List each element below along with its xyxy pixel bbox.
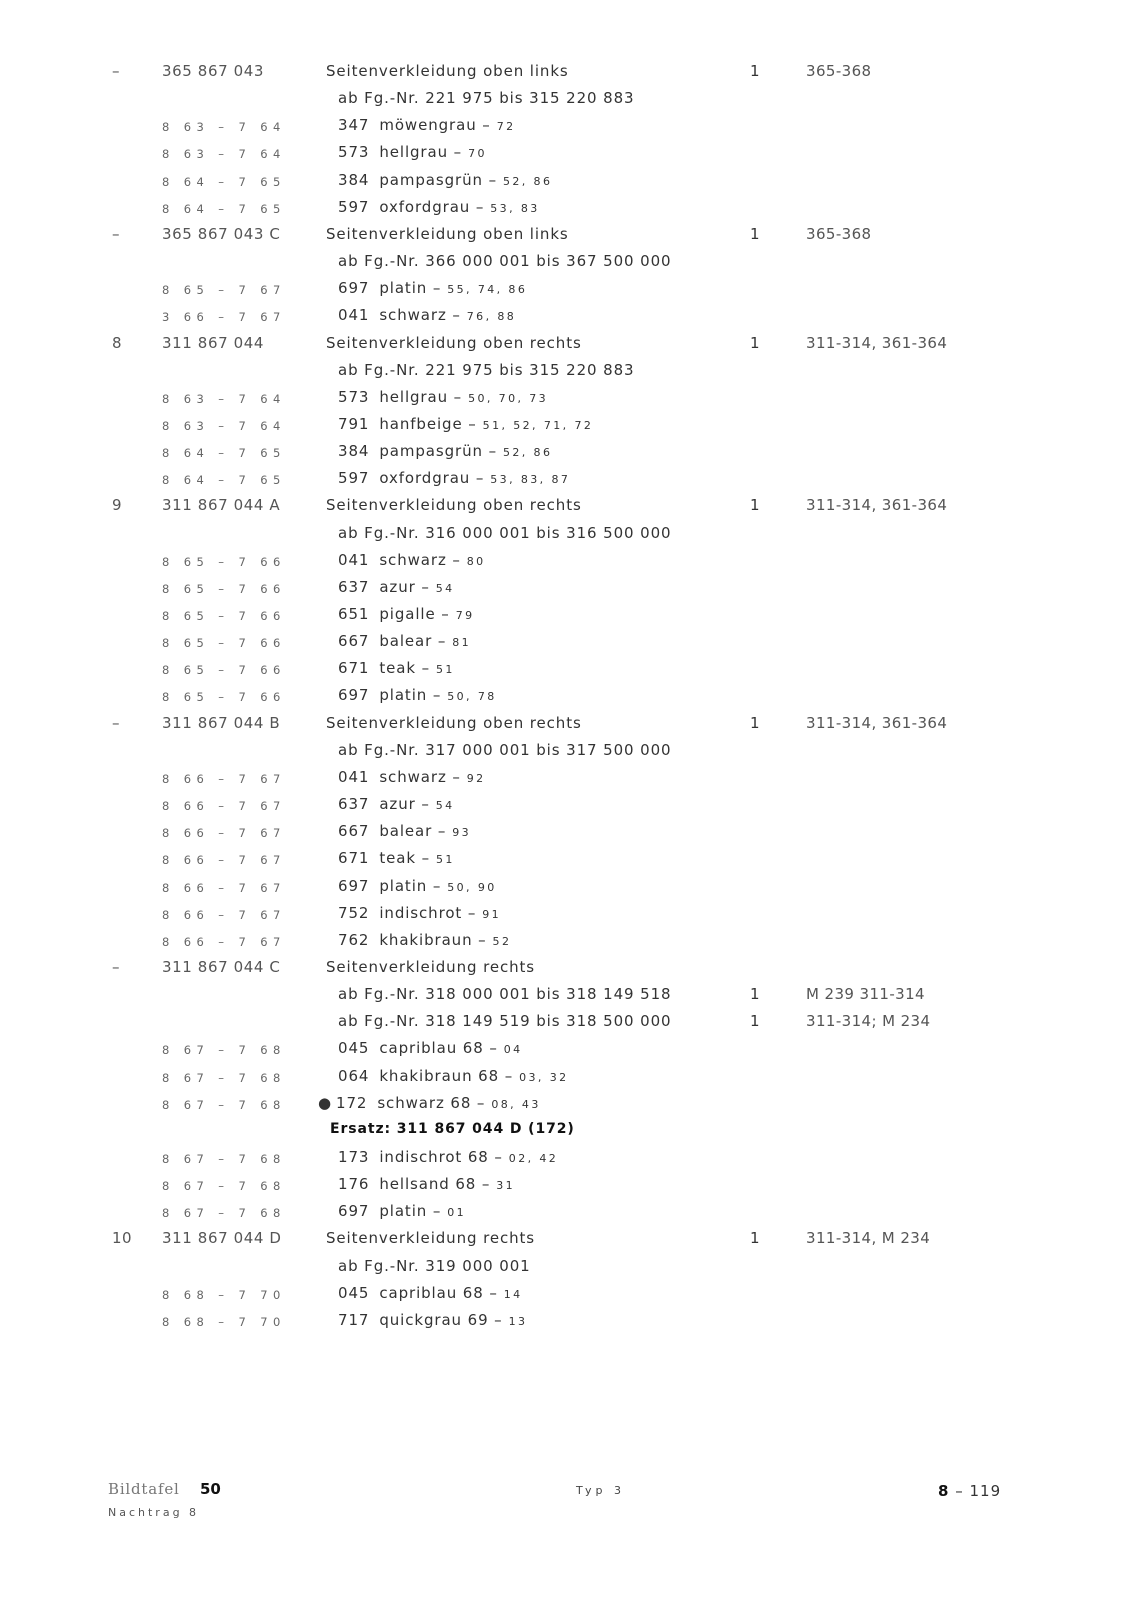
color-name: schwarz – — [379, 767, 461, 786]
list-row — [0, 985, 1136, 1013]
color-code: 697 — [338, 1202, 370, 1221]
list-row — [0, 551, 1136, 579]
list-row — [0, 89, 1136, 117]
list-row — [0, 143, 1136, 171]
model-codes: 52 — [492, 934, 512, 948]
validity-date: 8 65 – 7 66 — [162, 663, 286, 678]
part-description: Seitenverkleidung oben rechts — [326, 713, 582, 732]
model-codes: 01 — [447, 1206, 467, 1220]
color-code: 172 — [336, 1093, 368, 1112]
list-row — [0, 279, 1136, 307]
color-name: teak – — [379, 849, 431, 868]
chassis-range: ab Fg.-Nr. 316 000 001 bis 316 500 000 — [338, 523, 672, 542]
model-codes: 53, 83 — [490, 201, 540, 215]
chassis-range: ab Fg.-Nr. 366 000 001 bis 367 500 000 — [338, 252, 672, 271]
color-code: 671 — [338, 659, 370, 678]
quantity: 1 — [750, 713, 760, 732]
list-row — [0, 795, 1136, 823]
list-row — [0, 1148, 1136, 1176]
color-name: khakibraun – — [379, 930, 487, 949]
list-row — [0, 1094, 1136, 1122]
color-code: 041 — [338, 767, 370, 786]
model-codes: 51, 52, 71, 72 — [482, 418, 594, 432]
color-name: capriblau 68 – — [379, 1039, 498, 1058]
part-number: 365 867 043 C — [162, 224, 281, 243]
list-row — [0, 1311, 1136, 1339]
color-name: indischrot – — [379, 903, 477, 922]
color-name: schwarz – — [379, 306, 461, 325]
color-variant — [338, 659, 455, 677]
model-reference: 311-314, 361-364 — [806, 713, 948, 732]
list-row — [0, 225, 1136, 253]
validity-date: 8 66 – 7 67 — [162, 880, 286, 895]
color-name: schwarz – — [379, 550, 461, 569]
list-row — [0, 632, 1136, 660]
type-label: Typ 3 — [576, 1484, 625, 1497]
validity-date: 8 65 – 7 66 — [162, 690, 286, 705]
color-variant — [338, 822, 471, 840]
model-codes: 52, 86 — [502, 174, 553, 188]
validity-date: 8 63 – 7 64 — [162, 418, 286, 433]
page-suffix: – 119 — [955, 1482, 1002, 1500]
validity-date: 8 65 – 7 66 — [162, 609, 286, 623]
color-code: 173 — [338, 1148, 370, 1166]
validity-date: 8 63 – 7 64 — [162, 391, 286, 406]
model-codes: 50, 90 — [447, 880, 497, 894]
color-name: oxfordgrau – — [379, 469, 485, 488]
page-footer — [0, 1480, 1136, 1540]
color-code: 041 — [338, 306, 370, 325]
color-variant — [338, 171, 552, 189]
list-row — [0, 578, 1136, 606]
color-name: khakibraun 68 – — [379, 1066, 514, 1085]
color-name: hellsand 68 – — [379, 1175, 491, 1194]
model-codes: 04 — [503, 1043, 523, 1057]
part-number: 311 867 044 A — [162, 496, 281, 515]
color-variant — [338, 279, 527, 297]
list-row — [0, 904, 1136, 932]
validity-date: 8 65 – 7 66 — [162, 554, 286, 569]
color-code: 176 — [338, 1175, 370, 1194]
quantity: 1 — [750, 1229, 760, 1248]
list-row — [0, 931, 1136, 959]
list-row — [0, 1175, 1136, 1203]
validity-date: 8 66 – 7 67 — [162, 826, 286, 841]
position-number: 10 — [112, 1229, 133, 1248]
color-code: 384 — [338, 170, 370, 189]
color-variant — [338, 1067, 569, 1085]
model-codes: 91 — [482, 907, 502, 921]
model-codes: 80 — [466, 554, 486, 568]
color-variant — [338, 605, 475, 623]
color-code: 762 — [338, 930, 370, 949]
color-name: hanfbeige – — [379, 414, 477, 433]
color-name: capriblau 68 – — [379, 1283, 498, 1302]
chassis-range: ab Fg.-Nr. 319 000 001 — [338, 1256, 531, 1275]
position-number: 8 — [112, 333, 123, 352]
list-row — [0, 659, 1136, 687]
color-variant — [338, 686, 497, 704]
model-codes: 79 — [455, 609, 475, 622]
page-prefix: 8 — [938, 1482, 950, 1500]
position-number: – — [112, 957, 120, 976]
color-variant — [318, 1094, 541, 1112]
color-name: teak – — [379, 659, 431, 678]
color-code: 791 — [338, 414, 370, 433]
color-code: 671 — [338, 849, 370, 868]
color-variant — [338, 904, 501, 922]
color-code: 384 — [338, 442, 370, 461]
part-number: 311 867 044 D — [162, 1229, 282, 1248]
list-row — [0, 442, 1136, 470]
position-number: – — [112, 713, 120, 732]
color-name: platin – — [379, 686, 442, 705]
list-row — [0, 1012, 1136, 1040]
list-row — [0, 822, 1136, 850]
position-number: 9 — [112, 496, 123, 515]
replacement-note: Ersatz: 311 867 044 D (172) — [330, 1120, 575, 1137]
chassis-range: ab Fg.-Nr. 317 000 001 bis 317 500 000 — [338, 740, 672, 759]
model-reference: 311-314, M 234 — [806, 1229, 931, 1248]
model-codes: 50, 70, 73 — [468, 391, 549, 405]
part-number: 311 867 044 B — [162, 713, 281, 732]
list-row — [0, 524, 1136, 552]
model-codes: 02, 42 — [508, 1152, 559, 1165]
color-name: oxfordgrau – — [379, 197, 485, 216]
list-row — [0, 306, 1136, 334]
quantity: 1 — [750, 985, 760, 1004]
list-row — [0, 1202, 1136, 1230]
list-row — [0, 469, 1136, 497]
part-number: 311 867 044 — [162, 333, 265, 352]
quantity: 1 — [750, 1012, 760, 1031]
model-codes: 51 — [436, 663, 455, 677]
list-row — [0, 361, 1136, 389]
chassis-range: ab Fg.-Nr. 318 000 001 bis 318 149 518 — [338, 985, 672, 1004]
validity-date: 8 66 – 7 67 — [162, 934, 286, 949]
validity-date: 8 65 – 7 67 — [162, 283, 286, 298]
color-variant — [338, 931, 511, 949]
quantity: 1 — [750, 62, 760, 80]
page-number — [938, 1482, 1001, 1500]
color-variant — [338, 1039, 523, 1057]
color-variant — [338, 768, 486, 786]
color-name: pigalle – — [379, 605, 450, 623]
color-code: 573 — [338, 387, 370, 406]
color-variant — [338, 551, 486, 569]
color-variant — [338, 1148, 558, 1166]
color-name: platin – — [379, 1202, 442, 1221]
color-name: möwengrau – — [379, 116, 491, 135]
plate-number: 50 — [200, 1480, 221, 1498]
chassis-range: ab Fg.-Nr. 318 149 519 bis 318 500 000 — [338, 1012, 672, 1031]
list-row — [0, 768, 1136, 796]
color-variant — [338, 1175, 515, 1193]
validity-date: 8 66 – 7 67 — [162, 907, 286, 922]
model-reference: 365-368 — [806, 224, 872, 243]
model-reference: M 239 311-314 — [806, 985, 925, 1004]
model-reference: 311-314, 361-364 — [806, 496, 948, 515]
validity-date: 8 64 – 7 65 — [162, 446, 286, 461]
model-codes: 52, 86 — [502, 446, 553, 460]
position-number: – — [112, 224, 120, 243]
list-row — [0, 1121, 1136, 1149]
model-codes: 81 — [452, 636, 472, 650]
color-code: 045 — [338, 1039, 370, 1058]
color-variant — [338, 388, 548, 406]
color-name: pampasgrün – — [379, 170, 497, 189]
list-row — [0, 1229, 1136, 1257]
list-row — [0, 198, 1136, 226]
color-code: 752 — [338, 903, 370, 922]
model-reference: 365-368 — [806, 62, 872, 80]
list-row — [0, 496, 1136, 524]
list-row — [0, 252, 1136, 280]
model-codes: 55, 74, 86 — [447, 283, 528, 297]
validity-date: 8 67 – 7 68 — [162, 1070, 286, 1085]
color-name: azur – — [379, 795, 430, 814]
color-variant — [338, 877, 497, 895]
color-name: indischrot 68 – — [379, 1148, 503, 1166]
part-description: Seitenverkleidung rechts — [326, 1229, 535, 1248]
part-description: Seitenverkleidung rechts — [326, 957, 535, 976]
quantity: 1 — [750, 333, 760, 352]
color-code: 697 — [338, 876, 370, 895]
list-row — [0, 877, 1136, 905]
part-number: 311 867 044 C — [162, 957, 281, 976]
list-row — [0, 1284, 1136, 1312]
color-name: schwarz 68 – — [377, 1093, 486, 1112]
color-code: 651 — [338, 605, 370, 623]
list-row — [0, 334, 1136, 362]
validity-date: 8 66 – 7 67 — [162, 771, 286, 786]
list-row — [0, 388, 1136, 416]
color-variant — [338, 442, 552, 460]
color-name: hellgrau – — [379, 387, 463, 406]
quantity: 1 — [750, 224, 760, 243]
color-variant — [338, 116, 516, 134]
validity-date: 8 67 – 7 68 — [162, 1097, 286, 1112]
validity-date: 8 67 – 7 68 — [162, 1043, 286, 1058]
color-variant — [338, 1311, 527, 1329]
position-number: – — [112, 62, 120, 80]
list-row — [0, 849, 1136, 877]
color-name: platin – — [379, 279, 442, 298]
part-description: Seitenverkleidung oben rechts — [326, 496, 582, 515]
model-codes: 08, 43 — [491, 1097, 541, 1111]
validity-date: 8 63 – 7 64 — [162, 120, 286, 135]
model-codes: 14 — [503, 1287, 523, 1301]
color-code: 637 — [338, 577, 370, 596]
list-row — [0, 415, 1136, 443]
list-row — [0, 1067, 1136, 1095]
model-reference: 311-314, 361-364 — [806, 333, 948, 352]
list-row — [0, 686, 1136, 714]
model-codes: 93 — [452, 826, 472, 840]
color-variant — [338, 632, 471, 650]
model-reference: 311-314; M 234 — [806, 1012, 931, 1031]
chassis-range: ab Fg.-Nr. 221 975 bis 315 220 883 — [338, 360, 635, 379]
color-code: 717 — [338, 1310, 370, 1329]
color-variant — [338, 1284, 523, 1302]
color-variant — [338, 198, 540, 216]
color-variant — [338, 1202, 466, 1220]
color-code: 697 — [338, 279, 370, 298]
model-codes: 54 — [435, 581, 455, 595]
validity-date: 8 67 – 7 68 — [162, 1206, 286, 1221]
part-description: Seitenverkleidung oben rechts — [326, 333, 582, 352]
color-variant — [338, 849, 455, 867]
validity-date: 8 63 – 7 64 — [162, 147, 286, 162]
list-row — [0, 714, 1136, 742]
color-variant — [338, 306, 516, 324]
color-variant — [338, 469, 570, 487]
model-codes: 03, 32 — [519, 1070, 569, 1084]
model-codes: 70 — [468, 147, 487, 161]
color-name: balear – — [379, 632, 447, 651]
color-name: azur – — [379, 577, 430, 596]
validity-date: 8 66 – 7 67 — [162, 853, 286, 868]
part-description: Seitenverkleidung oben links — [326, 224, 569, 243]
color-code: 064 — [338, 1066, 370, 1085]
color-code: 667 — [338, 822, 370, 841]
validity-date: 8 67 – 7 68 — [162, 1152, 286, 1166]
model-codes: 76, 88 — [466, 310, 517, 324]
color-code: 597 — [338, 469, 370, 488]
color-name: quickgrau 69 – — [379, 1310, 503, 1329]
color-code: 637 — [338, 795, 370, 814]
part-number: 365 867 043 — [162, 62, 265, 80]
color-variant — [338, 415, 593, 433]
model-codes: 50, 78 — [447, 690, 497, 704]
quantity: 1 — [750, 496, 760, 515]
part-description: Seitenverkleidung oben links — [326, 62, 569, 80]
model-codes: 31 — [496, 1179, 516, 1193]
list-row — [0, 741, 1136, 769]
model-codes: 54 — [435, 799, 455, 813]
validity-date: 8 65 – 7 66 — [162, 581, 286, 596]
validity-date: 8 65 – 7 66 — [162, 636, 286, 651]
model-codes: 92 — [466, 771, 486, 785]
list-row — [0, 171, 1136, 199]
list-row — [0, 62, 1136, 90]
validity-date: 8 64 – 7 65 — [162, 201, 286, 216]
color-code: 597 — [338, 197, 370, 216]
validity-date: 8 68 – 7 70 — [162, 1287, 286, 1302]
plate-label: Bildtafel — [108, 1480, 180, 1498]
color-variant — [338, 578, 455, 596]
color-code: 573 — [338, 143, 370, 162]
validity-date: 8 67 – 7 68 — [162, 1179, 286, 1194]
color-code: 041 — [338, 550, 370, 569]
list-row — [0, 958, 1136, 986]
validity-date: 8 64 – 7 65 — [162, 473, 286, 488]
color-name: balear – — [379, 822, 447, 841]
list-row — [0, 605, 1136, 633]
bullet-icon: ● — [318, 1093, 332, 1112]
color-code: 697 — [338, 686, 370, 705]
validity-date: 8 66 – 7 67 — [162, 799, 286, 814]
color-name: platin – — [379, 876, 442, 895]
validity-date: 8 68 – 7 70 — [162, 1314, 286, 1329]
color-name: hellgrau – — [379, 143, 463, 162]
model-codes: 13 — [508, 1314, 528, 1328]
model-codes: 53, 83, 87 — [490, 473, 571, 487]
color-code: 347 — [338, 116, 370, 135]
list-row — [0, 116, 1136, 144]
supplement-label: Nachtrag 8 — [108, 1506, 200, 1519]
model-codes: 72 — [496, 120, 516, 134]
color-variant — [338, 795, 455, 813]
validity-date: 8 64 – 7 65 — [162, 174, 286, 189]
color-name: pampasgrün – — [379, 442, 497, 461]
list-row — [0, 1257, 1136, 1285]
color-code: 667 — [338, 632, 370, 651]
color-code: 045 — [338, 1283, 370, 1302]
validity-date: 3 66 – 7 67 — [162, 310, 286, 325]
list-row — [0, 1039, 1136, 1067]
chassis-range: ab Fg.-Nr. 221 975 bis 315 220 883 — [338, 89, 635, 108]
color-variant — [338, 143, 487, 161]
model-codes: 51 — [436, 853, 455, 867]
